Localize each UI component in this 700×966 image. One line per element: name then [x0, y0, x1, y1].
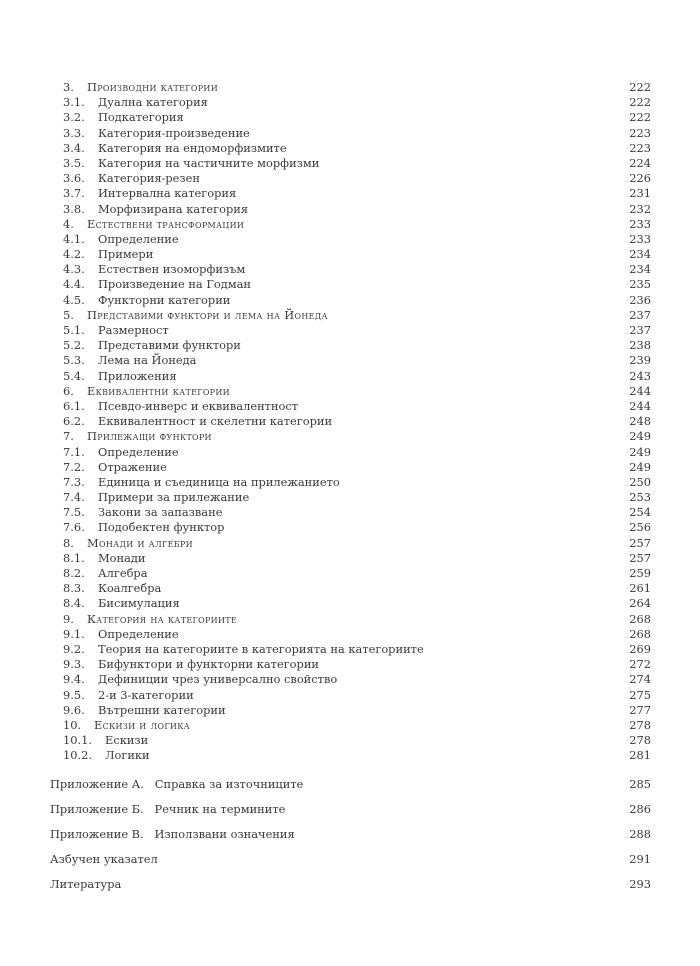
- toc-chapter-row[interactable]: [0, 612, 700, 627]
- toc-chapter-row[interactable]: [0, 429, 700, 444]
- toc-section-row[interactable]: [0, 475, 700, 490]
- toc-entry-number: 4.2.: [63, 247, 85, 262]
- appendix-title: Азбучен указател: [50, 852, 158, 866]
- toc-chapter-row[interactable]: [0, 308, 700, 323]
- toc-chapter-row[interactable]: [0, 536, 700, 551]
- toc-entry-title: Ескизи и логика: [94, 717, 191, 732]
- toc-section-row[interactable]: [0, 110, 700, 125]
- toc-entry-number: 4.4.: [63, 277, 85, 292]
- toc-entry-page: 223: [629, 140, 651, 155]
- toc-entry-number: 9.3.: [63, 657, 85, 672]
- toc-entry-page: 259: [629, 566, 651, 580]
- toc-section-row[interactable]: [0, 126, 700, 141]
- toc-entry-number: 3.4.: [63, 140, 85, 155]
- appendix-title: Приложение Б. Речник на термините: [50, 802, 286, 816]
- toc-entry-title: Определение: [98, 231, 179, 246]
- toc-section-row[interactable]: [0, 414, 700, 429]
- toc-section-row[interactable]: [0, 657, 700, 672]
- toc-entry-page: 233: [629, 231, 651, 246]
- toc-entry-title: Естествени трансформации: [87, 216, 245, 231]
- toc-entry-number: 9.5.: [63, 687, 85, 702]
- toc-entry-page: 235: [629, 277, 651, 292]
- toc-entry-title: Представими функтори и лема на Йонеда: [87, 307, 328, 322]
- toc-section-row[interactable]: [0, 551, 700, 566]
- toc-entry-page: 268: [629, 626, 651, 641]
- toc-entry-page: 234: [629, 262, 651, 277]
- toc-entry-page: 278: [629, 733, 651, 748]
- toc-entry-title: Прилежащи функтори: [87, 429, 212, 444]
- toc-entry-title: Приложения: [98, 368, 177, 383]
- toc-entry-page: 249: [629, 429, 651, 444]
- toc-entry-page: 231: [629, 186, 651, 201]
- toc-entry-page: 238: [629, 338, 651, 353]
- toc-entry-title: Теория на категориите в категорията на категориите: [98, 641, 424, 656]
- toc-entry-page: 226: [629, 171, 651, 186]
- appendix-row[interactable]: [0, 826, 700, 842]
- toc-entry-number: 3.: [63, 80, 74, 94]
- toc-entry-number: 9.1.: [63, 626, 85, 641]
- toc-entry-number: 7.2.: [63, 459, 85, 474]
- toc-entry-title: Лема на Йонеда: [98, 353, 197, 368]
- toc-entry-number: 9.: [63, 611, 74, 626]
- toc-entry-title: Категория-резен: [98, 171, 200, 186]
- toc-entry-number: 5.2.: [63, 338, 85, 353]
- toc-entry-title: Коалгебра: [98, 581, 162, 596]
- toc-entry-page: 232: [629, 201, 651, 216]
- toc-entry-number: 7.4.: [63, 490, 85, 505]
- toc-entry-page: 272: [629, 657, 651, 672]
- toc-section-row[interactable]: [0, 460, 700, 475]
- toc-entry-title: Категория на категориите: [87, 611, 237, 626]
- toc-section-row[interactable]: [0, 490, 700, 505]
- toc-entry-page: 250: [629, 474, 651, 489]
- toc-entry-title: Единица и съединица на прилежанието: [98, 474, 340, 489]
- toc-section-row[interactable]: [0, 566, 700, 581]
- toc-section-row[interactable]: [0, 323, 700, 338]
- toc-entry-page: 224: [629, 155, 651, 170]
- toc-entry-page: 243: [629, 368, 651, 383]
- toc-entry-title: Произведение на Годман: [98, 277, 252, 292]
- toc-entry-number: 4.3.: [63, 262, 85, 277]
- toc-chapter-row[interactable]: [0, 80, 700, 95]
- toc-section-row[interactable]: [0, 505, 700, 520]
- toc-entry-number: 5.4.: [63, 368, 85, 383]
- toc-entry-number: 3.8.: [63, 201, 85, 216]
- toc-entry-page: 249: [629, 444, 651, 459]
- toc-entry-page: 222: [629, 95, 651, 110]
- toc-entry-page: 278: [629, 717, 651, 732]
- toc-entry-page: 234: [629, 247, 651, 262]
- toc-entry-page: 274: [629, 672, 651, 687]
- toc-entry-number: 4.1.: [63, 231, 85, 246]
- toc-entry-page: 256: [629, 520, 651, 535]
- toc-entry-title: Монади и алгебри: [87, 535, 193, 550]
- toc-entry-title: Определение: [98, 626, 179, 641]
- toc-entry-number: 7.5.: [63, 505, 85, 520]
- toc-entry-title: Бифунктори и функторни категории: [98, 657, 320, 672]
- toc-entry-title: Морфизирана категория: [98, 201, 249, 216]
- appendix-row[interactable]: [0, 876, 700, 892]
- appendix-row[interactable]: [0, 776, 700, 792]
- toc-entry-page: 257: [629, 550, 651, 565]
- toc-entry-page: 237: [629, 323, 651, 337]
- appendix-page: 288: [629, 827, 651, 841]
- toc-entry-number: 10.2.: [63, 748, 92, 763]
- toc-entry-number: 3.2.: [63, 110, 85, 125]
- toc-entry-page: 233: [629, 216, 651, 231]
- toc-entry-number: 7.: [63, 429, 74, 444]
- toc-entry-page: 249: [629, 459, 651, 474]
- toc-entry-title: Функторни категории: [98, 292, 231, 307]
- toc-entry-number: 3.1.: [63, 95, 85, 110]
- toc-entry-number: 8.1.: [63, 550, 85, 565]
- toc-entry-title: Дефиниции чрез универсално свойство: [98, 672, 338, 687]
- toc-entry-page: 244: [629, 398, 651, 413]
- toc-entry-page: 269: [629, 641, 651, 656]
- toc-entry-number: 3.5.: [63, 155, 85, 170]
- toc-entry-page: 281: [629, 748, 651, 763]
- toc-section-row[interactable]: [0, 277, 700, 292]
- toc-entry-page: 275: [629, 687, 651, 702]
- toc-entry-title: Дуална категория: [98, 95, 208, 110]
- toc-entry-title: Закони за запазване: [98, 505, 223, 520]
- toc-entry-number: 5.1.: [63, 323, 85, 337]
- toc-entry-page: 253: [629, 490, 651, 505]
- toc-entry-title: 2-и 3-категории: [98, 687, 194, 702]
- appendix-row[interactable]: [0, 851, 700, 867]
- toc-entry-number: 4.: [63, 216, 74, 231]
- toc-entry-number: 7.6.: [63, 520, 85, 535]
- toc-entry-title: Еквивалентност и скелетни категории: [98, 414, 333, 429]
- appendix-page: 291: [629, 852, 651, 866]
- toc-entry-number: 6.: [63, 383, 74, 398]
- toc-entry-page: 236: [629, 292, 651, 307]
- toc-entry-page: 261: [629, 581, 651, 596]
- toc-entry-number: 8.2.: [63, 566, 85, 580]
- toc-entry-number: 6.2.: [63, 414, 85, 429]
- toc-section-row[interactable]: [0, 293, 700, 308]
- toc-entry-title: Производни категории: [87, 80, 218, 94]
- toc-section-row[interactable]: [0, 369, 700, 384]
- toc-entry-title: Примери за прилежание: [98, 490, 250, 505]
- toc-entry-title: Интервална категория: [98, 186, 237, 201]
- appendix-title: Приложение А. Справка за източниците: [50, 777, 304, 791]
- toc-entry-page: 222: [629, 110, 651, 125]
- toc-entry-title: Примери: [98, 247, 154, 262]
- toc-section-row[interactable]: [0, 95, 700, 110]
- toc-entry-number: 9.6.: [63, 702, 85, 717]
- toc-entry-page: 264: [629, 596, 651, 611]
- appendix-page: 285: [629, 777, 651, 791]
- toc-section-row[interactable]: [0, 202, 700, 217]
- toc-section-row[interactable]: [0, 520, 700, 535]
- toc-chapter-row[interactable]: [0, 217, 700, 232]
- table-of-contents: [0, 80, 700, 763]
- toc-section-row[interactable]: [0, 262, 700, 277]
- appendix-title: Приложение В. Използвани означения: [50, 827, 295, 841]
- toc-chapter-row[interactable]: [0, 718, 700, 733]
- toc-entry-number: 9.2.: [63, 641, 85, 656]
- toc-section-row[interactable]: [0, 581, 700, 596]
- toc-entry-page: 223: [629, 125, 651, 140]
- toc-section-row[interactable]: [0, 171, 700, 186]
- toc-entry-title: Алгебра: [98, 566, 148, 580]
- toc-chapter-row[interactable]: [0, 384, 700, 399]
- toc-entry-number: 5.3.: [63, 353, 85, 368]
- toc-section-row[interactable]: [0, 141, 700, 156]
- toc-entry-number: 9.4.: [63, 672, 85, 687]
- toc-section-row[interactable]: [0, 672, 700, 687]
- toc-entry-page: 239: [629, 353, 651, 368]
- toc-section-row[interactable]: [0, 186, 700, 201]
- toc-entry-number: 10.: [63, 717, 82, 732]
- toc-entry-page: 257: [629, 535, 651, 550]
- toc-entry-title: Еквивалентни категории: [87, 383, 230, 398]
- toc-entry-title: Подкатегория: [98, 110, 184, 125]
- toc-section-row[interactable]: [0, 232, 700, 247]
- toc-entry-number: 3.3.: [63, 125, 85, 140]
- toc-entry-number: 8.: [63, 535, 74, 550]
- toc-entry-title: Естествен изоморфизъм: [98, 262, 246, 277]
- appendix-title: Литература: [50, 877, 122, 891]
- toc-entry-page: 237: [629, 307, 651, 322]
- toc-section-row[interactable]: [0, 642, 700, 657]
- toc-entry-title: Размерност: [98, 323, 169, 337]
- toc-entry-number: 8.3.: [63, 581, 85, 596]
- toc-entry-number: 3.7.: [63, 186, 85, 201]
- toc-section-row[interactable]: [0, 399, 700, 414]
- toc-entry-page: 248: [629, 414, 651, 429]
- toc-entry-title: Бисимулация: [98, 596, 180, 611]
- toc-section-row[interactable]: [0, 688, 700, 703]
- toc-entry-page: 268: [629, 611, 651, 626]
- toc-entry-title: Логики: [105, 748, 150, 763]
- toc-entry-title: Монади: [98, 550, 146, 565]
- appendix-page: 293: [629, 877, 651, 891]
- toc-entry-page: 277: [629, 702, 651, 717]
- toc-entry-page: 222: [629, 80, 651, 94]
- toc-section-row[interactable]: [0, 627, 700, 642]
- toc-entry-number: 7.1.: [63, 444, 85, 459]
- toc-section-row[interactable]: [0, 247, 700, 262]
- toc-section-row[interactable]: [0, 596, 700, 611]
- toc-entry-page: 244: [629, 383, 651, 398]
- toc-entry-title: Отражение: [98, 459, 167, 474]
- toc-entry-title: Псевдо-инверс и еквивалентност: [98, 398, 299, 413]
- toc-entry-number: 6.1.: [63, 398, 85, 413]
- toc-section-row[interactable]: [0, 156, 700, 171]
- toc-entry-title: Вътрешни категории: [98, 702, 226, 717]
- toc-entry-number: 4.5.: [63, 292, 85, 307]
- toc-entry-number: 10.1.: [63, 733, 92, 748]
- toc-entry-title: Представими функтори: [98, 338, 241, 353]
- appendix-page: 286: [629, 802, 651, 816]
- toc-entry-title: Категория на ендоморфизмите: [98, 140, 287, 155]
- toc-section-row[interactable]: [0, 338, 700, 353]
- toc-entry-page: 254: [629, 505, 651, 520]
- toc-entry-title: Подобектен функтор: [98, 520, 225, 535]
- toc-entry-title: Категория-произведение: [98, 125, 250, 140]
- toc-section-row[interactable]: [0, 748, 700, 763]
- toc-section-row[interactable]: [0, 703, 700, 718]
- toc-entry-number: 5.: [63, 307, 74, 322]
- toc-section-row[interactable]: [0, 353, 700, 368]
- appendix-row[interactable]: [0, 801, 700, 817]
- toc-entry-title: Категория на частичните морфизми: [98, 155, 320, 170]
- toc-entry-title: Ескизи: [105, 733, 149, 748]
- toc-section-row[interactable]: [0, 733, 700, 748]
- toc-section-row[interactable]: [0, 445, 700, 460]
- toc-entry-number: 7.3.: [63, 474, 85, 489]
- toc-entry-number: 8.4.: [63, 596, 85, 611]
- toc-entry-title: Определение: [98, 444, 179, 459]
- toc-entry-number: 3.6.: [63, 171, 85, 186]
